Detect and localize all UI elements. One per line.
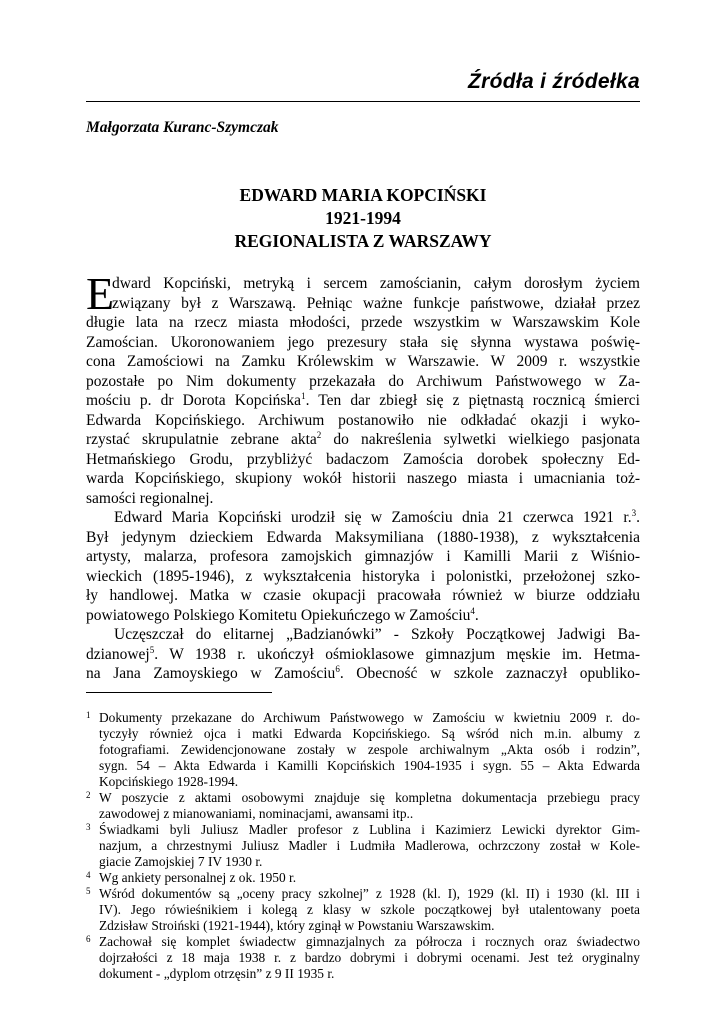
body-line: związany był z Warszawą. Pełniąc ważne funkcje państwowe, działał przez xyxy=(112,294,640,312)
footnote-number: 4 xyxy=(86,870,91,880)
header-rule xyxy=(86,101,640,102)
body-line: powiatowego Polskiego Komitetu Opiekuńczego w Zamościu$^4$. xyxy=(86,605,479,624)
footnote-line: Dokumenty przekazane do Archiwum Państwowego w Zamościu w kwietniu 2009 r. do- xyxy=(99,710,640,725)
body-line: warda Kopcińskiego, skupiony wokół historii naszego miasta i umacniania toż- xyxy=(86,470,640,487)
footnote-line: Kopcińskiego 1928-1994. xyxy=(99,774,239,789)
body-line: samości regionalnej. xyxy=(86,489,214,507)
footnote-ref-2[interactable]: 2 xyxy=(316,429,322,440)
footnote-line: IV). Jego rówieśnikiem i kolegą z klasy w szkole początkowej był utalentowany poeta xyxy=(99,902,640,917)
footnote xyxy=(86,870,640,886)
article-title xyxy=(86,184,640,253)
body-line: wieckich (1895-1946), z wykształcenia historyka i polonistki, przełożonej szko- xyxy=(86,567,640,585)
footnote-line: dokument - „dyplom otrzęsin” z 9 II 1935 r. xyxy=(99,966,335,981)
footnote-number: 3 xyxy=(86,822,91,832)
footnote xyxy=(86,710,640,790)
section-header: Źródła i źródełka xyxy=(468,70,640,93)
body-line: pozostałe po Nim dokumenty przekazała do Archiwum Państwowego w Za- xyxy=(86,372,640,390)
drop-cap: E xyxy=(86,268,115,319)
footnote-line: dojrzałości z 18 maja 1938 r. z bardzo dobrymi i dobrymi ocenami. Jest też oryginalny xyxy=(99,950,640,965)
footnote xyxy=(86,822,640,870)
footnote-ref-3[interactable]: 3 xyxy=(631,507,637,518)
footnote-line: Świadkami byli Juliusz Madler profesor z Lublina i Kazimierz Lewicki dyrektor Gim- xyxy=(99,822,640,837)
footnote-line: Zdzisław Stroiński (1921-1944), który zginął w Powstaniu Warszawskim. xyxy=(99,918,495,933)
body-line: długie lata na rzecz miasta młodości, przede wszystkim w Warszawskim Kole xyxy=(86,314,640,331)
body-line: Edwarda Kopcińskiego. Archiwum postanowiło nie odkładać okazji i wyko- xyxy=(86,411,640,429)
body-line: Był jedynym dzieckiem Edwarda Maksymiliana (1880-1938), z wykształcenia xyxy=(86,528,640,546)
article-author: Małgorzata Kuranc-Szymczak xyxy=(86,119,279,136)
body-line: na Jana Zamoyskiego w Zamościu$^6$. Obecność w szkole zaznaczył opubliko- xyxy=(86,663,641,682)
body-line: Zamościan. Ukoronowaniem jego prezesury stała się słynna wystawa poświę- xyxy=(86,333,640,351)
footnote-line: giacie Zamojskiej 7 IV 1930 r. xyxy=(99,854,263,869)
footnote xyxy=(86,934,640,982)
body-line: dzianowej$^5$. W 1938 r. ukończył ośmioklasowe gimnazjum męskie im. Hetma- xyxy=(86,644,640,663)
footnote-ref-6[interactable]: 6 xyxy=(335,663,340,674)
body-line: artysty, malarza, profesora zamojskich gimnazjów i Kamilli Marii z Wiśnio- xyxy=(86,548,640,565)
footnote xyxy=(86,886,640,934)
footnote-number: 1 xyxy=(86,710,91,720)
footnote-line: zawodowej z mianowaniami, nominacjami, awansami itp.. xyxy=(99,806,414,821)
body-line: rzystać skrupulatnie zebrane akta$^2$ do nakreślenia sylwetki wielkiego pasjonata xyxy=(86,429,640,448)
footnote-number: 6 xyxy=(86,934,91,944)
body-line: dward Kopciński, metryką i sercem zamościanin, całym dorosłym życiem xyxy=(112,275,640,292)
title-subtitle: REGIONALISTA Z WARSZAWY xyxy=(234,231,492,251)
footnotes xyxy=(86,710,640,982)
body-line: Uczęszczał do elitarnej „Badzianówki” - Szkoły Początkowej Jadwigi Ba- xyxy=(114,626,640,643)
footnote-line: Wg ankiety personalnej z ok. 1950 r. xyxy=(99,870,297,885)
body-line: Edward Maria Kopciński urodził się w Zamościu dnia 21 czerwca 1921 r.$^3$. xyxy=(114,507,640,526)
body-line: Hetmańskiego Grodu, przybliżyć badaczom Zamościa dorobek społeczny Ed- xyxy=(86,450,640,468)
footnote-ref-5[interactable]: 5 xyxy=(149,644,155,655)
footnote-number: 2 xyxy=(86,790,91,800)
footnote-ref-1[interactable]: 1 xyxy=(301,390,306,401)
body-line: ły handlowej. Matka w czasie okupacji pracowała również w biurze oddziału xyxy=(86,587,640,604)
footnote-number: 5 xyxy=(86,886,91,896)
footnote xyxy=(86,790,640,822)
body-line: cona Zamościowi na Zamku Królewskim w Warszawie. W 2009 r. wszystkie xyxy=(86,353,640,370)
footnote-separator xyxy=(86,692,272,693)
footnote-line: Wśród dokumentów są „oceny pracy szkolnej” z 1928 (kl. I), 1929 (kl. II) i 1930 (kl. III i xyxy=(99,886,640,901)
footnote-line: fotografiami. Zewidencjonowane zostały w zespole archiwalnym „Akta osób i rodzin”, xyxy=(99,742,640,757)
footnote-line: nazjum, a chrzestnymi Juliusz Madler i Ludmiła Madlerowa, ochrzczony został w Kole- xyxy=(99,838,640,853)
footnote-line: sygn. 54 – Akta Edwarda i Kamilli Kopcińskich 1904-1935 i sygn. 55 – Akta Edwarda xyxy=(99,758,640,773)
body-line: mościu p. dr Dorota Kopcińska$^1$. Ten dar zbiegł się z piętnastą rocznicą śmierci xyxy=(86,390,640,409)
title-dates: 1921-1994 xyxy=(325,208,401,228)
footnote-line: Zachował się komplet świadectw gimnazjalnych za półrocza i rocznych oraz świadectwo xyxy=(99,934,640,949)
footnote-line: tyczyły również ojca i matki Edwarda Kopcińskiego. Są wśród nich m.in. albumy z xyxy=(99,726,640,741)
footnote-line: W poszycie z aktami osobowymi znajduje się kompletna dokumentacja przebiegu pracy xyxy=(99,790,640,805)
title-name: EDWARD MARIA KOPCIŃSKI xyxy=(239,185,487,205)
article-body xyxy=(86,268,641,684)
footnote-ref-4[interactable]: 4 xyxy=(470,605,475,616)
